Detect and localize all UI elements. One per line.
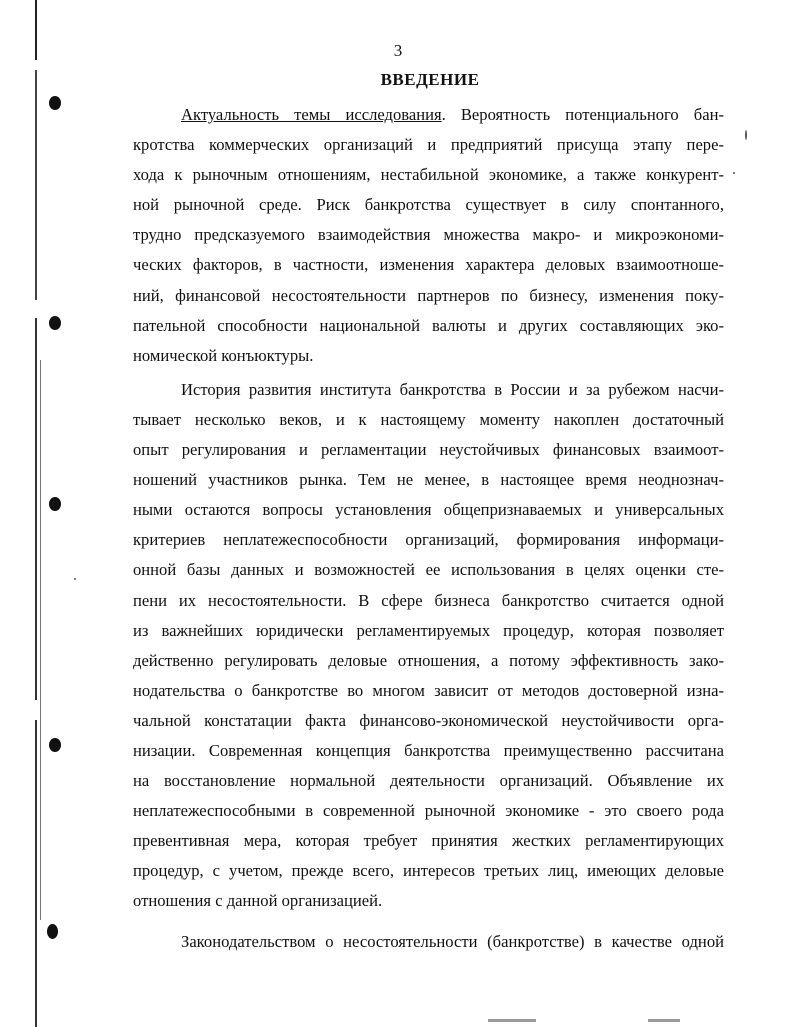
text-line: неплатежеспособными в современной рыночной экономике - это своего рода bbox=[133, 801, 724, 821]
text-line: процедур, с учетом, прежде всего, интересов третьих лиц, имеющих деловые bbox=[133, 861, 724, 881]
text-line: номической конъюктуры. bbox=[133, 345, 314, 365]
scan-speck bbox=[745, 130, 747, 140]
text-line: пательной способности национальной валюты и других составляющих эко- bbox=[133, 315, 724, 335]
text-line: на восстановление нормальной деятельности организаций. Объявление их bbox=[133, 771, 724, 791]
text-line: опыт регулирования и регламентации неустойчивых финансовых взаимоот- bbox=[133, 440, 724, 460]
text-line: ний, финансовой несостоятельности партнеров по бизнесу, изменения поку- bbox=[133, 285, 724, 305]
topic-relevance-heading: Актуальность темы исследования bbox=[181, 105, 442, 124]
text-line: из важнейших юридически регламентируемых процедур, которая позволяет bbox=[133, 620, 724, 640]
text-line: Законодательством о несостоятельности (банкротстве) в качестве одной bbox=[181, 931, 724, 951]
text-line: хода к рыночным отношениям, нестабильной экономике, а также конкурент- bbox=[133, 165, 724, 185]
text-line: превентивная мера, которая требует принятия жестких регламентирующих bbox=[133, 831, 724, 851]
text-line: ными остаются вопросы установления общепризнаваемых и универсальных bbox=[133, 500, 724, 520]
text-line: низации. Современная концепция банкротства преимущественно рассчитана bbox=[133, 740, 724, 760]
binder-hole-mark bbox=[49, 316, 61, 330]
paragraph-2 bbox=[133, 375, 724, 917]
text-line: онной базы данных и возможностей ее использования в целях оценки сте- bbox=[133, 560, 724, 580]
scan-bottom-mark bbox=[648, 1019, 680, 1022]
binder-hole-mark bbox=[49, 96, 61, 110]
text-line: кротства коммерческих организаций и предприятий присуща этапу пере- bbox=[133, 135, 724, 155]
text-line: пени их несостоятельности. В сфере бизнеса банкротство считается одной bbox=[133, 590, 724, 610]
text-line: История развития института банкротства в России и за рубежом насчи- bbox=[181, 379, 724, 399]
scan-speck bbox=[74, 578, 76, 580]
text-line: трудно предсказуемого взаимодействия множества макро- и микроэкономи- bbox=[133, 225, 724, 245]
binder-hole-mark bbox=[49, 497, 61, 511]
text-line: ношений участников рынка. Тем не менее, в настоящее время неоднознач- bbox=[133, 470, 724, 490]
scan-speck bbox=[733, 172, 735, 174]
text-line: отношения с данной организацией. bbox=[133, 891, 383, 911]
text-line: действенно регулировать деловые отношения, а потому эффективность зако- bbox=[133, 650, 724, 670]
text-line: ческих факторов, в частности, изменения характера деловых взаимоотноше- bbox=[133, 255, 724, 275]
section-heading: ВВЕДЕНИЕ bbox=[380, 70, 480, 89]
binder-hole-mark bbox=[47, 924, 58, 939]
text-line: Актуальность темы исследования. Вероятность потенциального бан- bbox=[181, 105, 724, 124]
scan-edge-line bbox=[35, 0, 37, 1027]
binder-hole-mark bbox=[49, 738, 61, 752]
paragraph-1 bbox=[133, 100, 724, 371]
body-text bbox=[133, 100, 724, 957]
text-line: ной рыночной среде. Риск банкротства существует в силу спонтанного, bbox=[133, 195, 724, 215]
scan-bottom-mark bbox=[488, 1019, 536, 1022]
page-number: 3 bbox=[393, 41, 403, 60]
paragraph-3 bbox=[133, 927, 724, 957]
text-line: критериев неплатежеспособности организаций, формирования информаци- bbox=[133, 530, 724, 550]
scan-edge-line bbox=[40, 360, 41, 920]
text-line: чальной констатации факта финансово-экономической неустойчивости орга- bbox=[133, 710, 724, 730]
paragraph-gap bbox=[133, 917, 724, 927]
text-line: нодательства о банкротстве во многом зависит от методов достоверной изна- bbox=[133, 680, 724, 700]
text-line: тывает несколько веков, и к настоящему моменту накоплен достаточный bbox=[133, 409, 724, 429]
